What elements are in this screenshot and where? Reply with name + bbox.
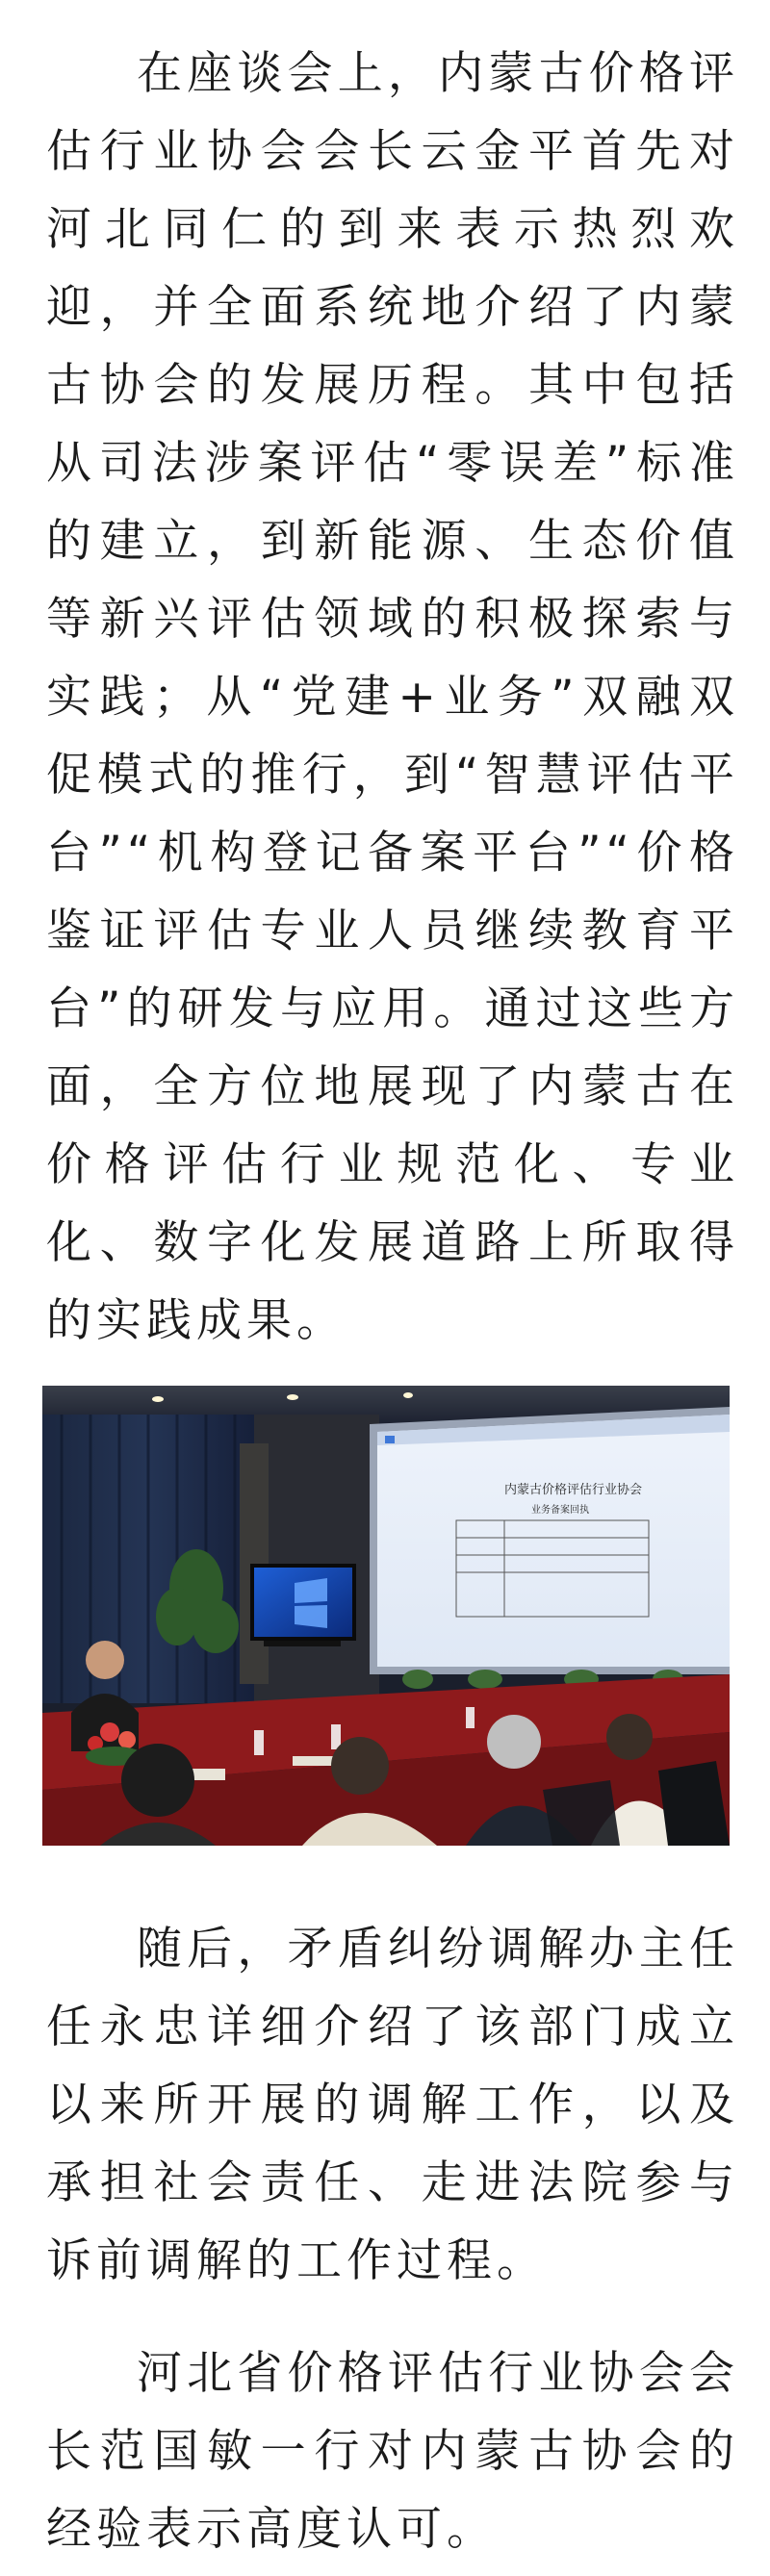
meeting-photo-illustration bbox=[42, 1386, 730, 1846]
meeting-photo bbox=[42, 1386, 730, 1846]
screen-document-title: 内蒙古价格评估行业协会 bbox=[504, 1483, 643, 1497]
article-paragraph: 在座谈会上，内蒙古价格评估行业协会会长云金平首先对河北同仁的到来表示热烈欢迎，并全面系统地介绍了内蒙古协会的发展历程。其中包括从司法涉案评估“零误差”标准的建立，到新能源、生态价值等新兴评估领域的积极探索与实践；从“党建+业务”双融双促模式的推行，到“智慧评估平台”“机构登记备案平台”“价格鉴证评估专业人员继续教育平台”的研发与应用。通过这些方面，全方位地展现了内蒙古在价格评估行业规范化、专业化、数字化发展道路上所取得的实践成果。 bbox=[46, 47, 739, 1347]
article-paragraph: 随后，矛盾纠纷调解办主任任永忠详细介绍了该部门成立以来所开展的调解工作，以及承担社会责任、走进法院参与诉前调解的工作过程。 bbox=[46, 1923, 739, 2287]
screen-document-subtitle: 业务备案回执 bbox=[531, 1505, 589, 1516]
article-paragraph: 河北省价格评估行业协会会长范国敏一行对内蒙古协会的经验表示高度认可。 bbox=[46, 2347, 739, 2556]
